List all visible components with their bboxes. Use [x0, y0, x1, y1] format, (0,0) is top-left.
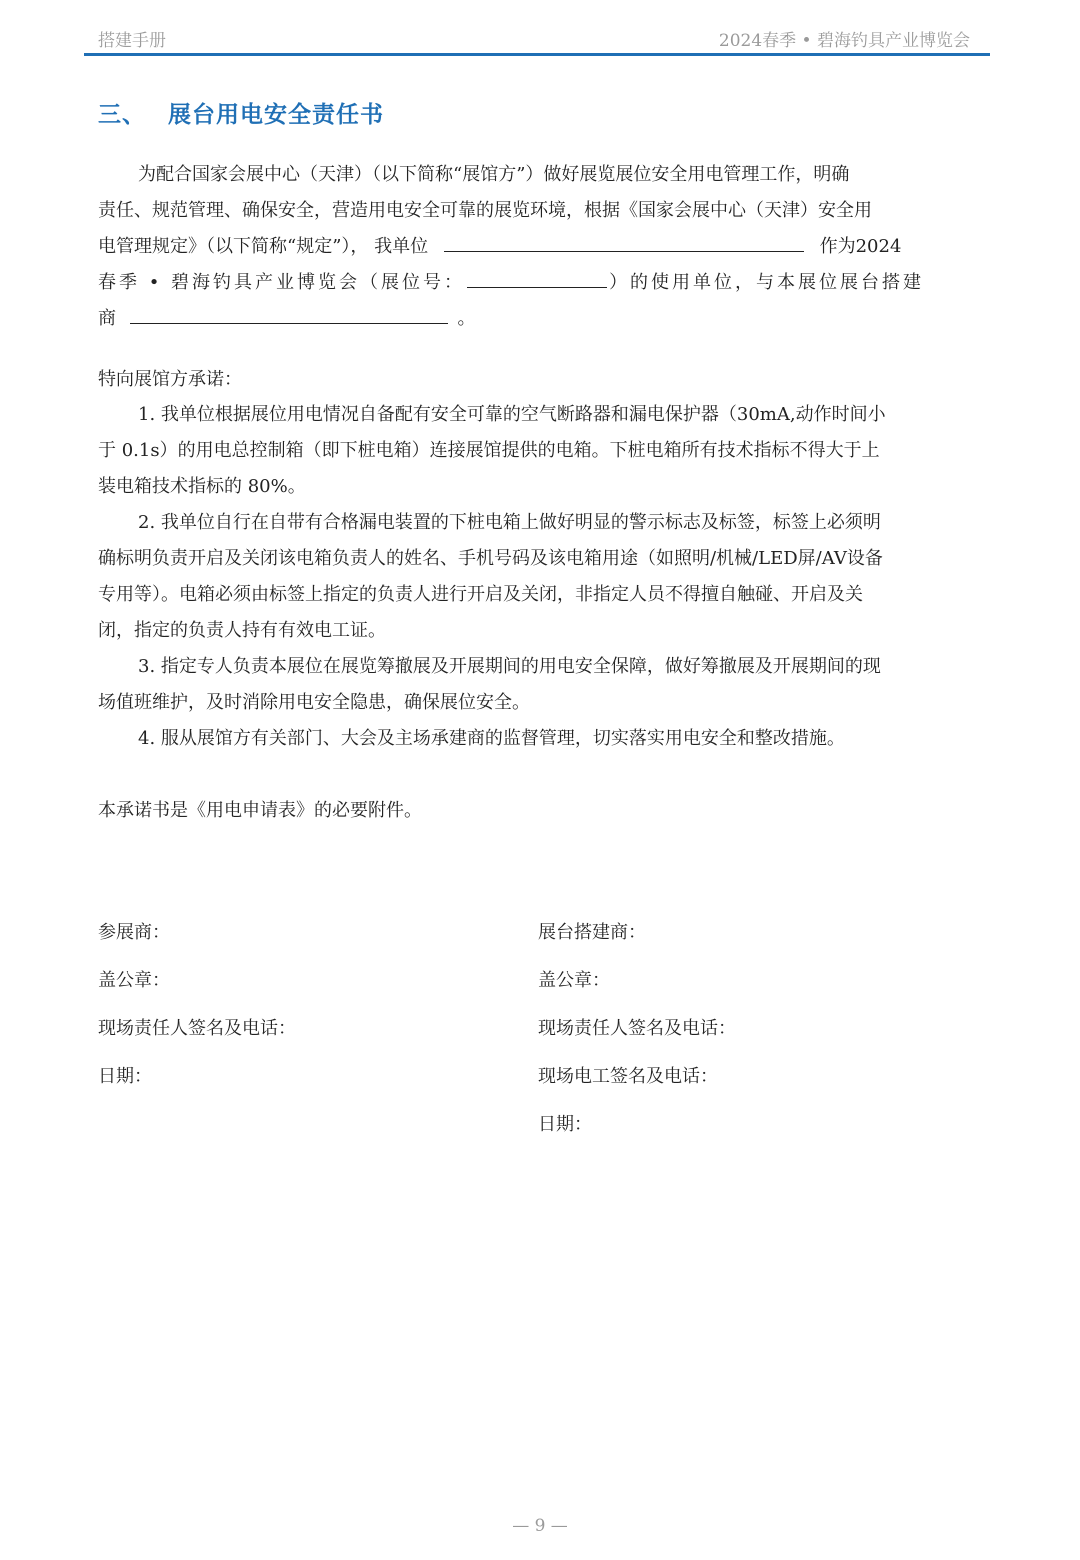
item-2-line-3: 专用等）。电箱必须由标签上指定的负责人进行开启及关闭，非指定人员不得擅自触碰、开启及关: [98, 584, 863, 605]
sig-builder-onsite-contact[interactable]: 现场责任人签名及电话：: [538, 1018, 736, 1039]
sig-exhibitor-date[interactable]: 日期：: [98, 1066, 152, 1087]
sig-builder-electrician[interactable]: 现场电工签名及电话：: [538, 1066, 718, 1087]
intro-line-3-tail: 作为2024: [819, 236, 902, 257]
intro-line-4-text: 春季 • 碧海钓具产业博览会（展位号：: [98, 272, 466, 293]
header-event-title: 2024春季 • 碧海钓具产业博览会: [718, 31, 970, 51]
section-number: 三、: [98, 102, 146, 128]
intro-line-3-text: 电管理规定》（以下简称“规定”）， 我单位: [98, 236, 429, 257]
intro-line-5-text: 商: [98, 308, 116, 329]
intro-line-4-tail: ）的使用单位，与本展位展台搭建: [609, 272, 925, 293]
header-divider: [84, 53, 990, 56]
item-4-line-1: 4. 服从展馆方有关部门、大会及主场承建商的监督管理，切实落实用电安全和整改措施。: [138, 728, 845, 749]
intro-line-5: [98, 301, 475, 337]
sig-builder-seal[interactable]: 盖公章：: [538, 970, 610, 991]
page-number: — 9 —: [512, 1516, 568, 1536]
section-title-text: 展台用电安全责任书: [168, 102, 384, 128]
section-title: [98, 96, 384, 129]
intro-line-2: 责任、规范管理、确保安全，营造用电安全可靠的展览环境，根据《国家会展中心（天津）安全用: [98, 200, 872, 221]
attachment-note: 本承诺书是《用电申请表》的必要附件。: [98, 800, 422, 821]
item-2-line-1: 2. 我单位自行在自带有合格漏电装置的下桩电箱上做好明显的警示标志及标签，标签上必须明: [138, 512, 881, 533]
sig-exhibitor-seal[interactable]: 盖公章：: [98, 970, 170, 991]
booth-number-blank[interactable]: [467, 267, 607, 288]
sig-builder[interactable]: 展台搭建商：: [538, 922, 646, 943]
intro-line-1: 为配合国家会展中心（天津）（以下简称“展馆方”）做好展览展位安全用电管理工作，明确: [138, 164, 850, 185]
intro-line-3: [98, 229, 901, 265]
header-manual-title: 搭建手册: [98, 31, 166, 51]
item-3-line-2: 场值班维护，及时消除用电安全隐患，确保展位安全。: [98, 692, 530, 713]
exhibitor-name-blank[interactable]: [444, 231, 804, 252]
page-header: [84, 22, 990, 56]
sig-builder-date[interactable]: 日期：: [538, 1114, 592, 1135]
sig-exhibitor-onsite-contact[interactable]: 现场责任人签名及电话：: [98, 1018, 296, 1039]
intro-line-5-tail: 。: [457, 308, 476, 329]
item-2-line-4: 闭，指定的负责人持有有效电工证。: [98, 620, 386, 641]
item-3-line-1: 3. 指定专人负责本展位在展览筹撤展及开展期间的用电安全保障，做好筹撤展及开展期间的现: [138, 656, 881, 677]
builder-name-blank[interactable]: [130, 303, 448, 324]
item-1-line-3: 装电箱技术指标的 80%。: [98, 476, 306, 497]
sig-exhibitor[interactable]: 参展商：: [98, 922, 170, 943]
promise-heading: 特向展馆方承诺：: [98, 369, 242, 390]
intro-line-4: [98, 265, 924, 301]
item-2-line-2: 确标明负责开启及关闭该电箱负责人的姓名、手机号码及该电箱用途（如照明/机械/LED屏/AV设备: [98, 548, 883, 569]
item-1-line-2: 于 0.1s）的用电总控制箱（即下桩电箱）连接展馆提供的电箱。下桩电箱所有技术指标不得大于上: [98, 440, 880, 461]
item-1-line-1: 1. 我单位根据展位用电情况自备配有安全可靠的空气断路器和漏电保护器（30mA,动作时间小: [138, 404, 886, 425]
